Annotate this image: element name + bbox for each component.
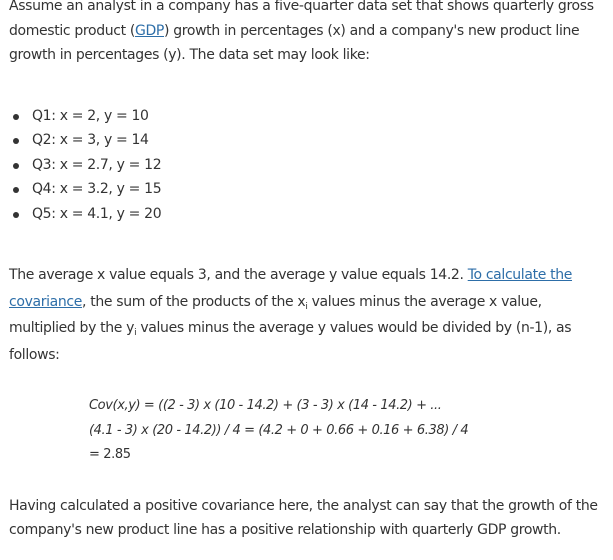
list-item-q5 <box>9 202 599 227</box>
averages-paragraph <box>9 262 599 368</box>
subscript-i: i <box>134 328 137 338</box>
intro-paragraph <box>9 0 599 68</box>
list-item-text: Q3: x = 2.7, y = 12 <box>32 156 162 173</box>
intro-text-2: ) growth in percentages (x) and a company's new product line growth in percentages (y). The data set may look like: <box>9 22 580 63</box>
formula-line-1: Cov(x,y) = ((2 - 3) x (10 - 14.2) + (3 - 3) x (14 - 14.2) + ... <box>89 398 442 413</box>
list-item-q1 <box>9 104 599 129</box>
list-item-q4 <box>9 177 599 202</box>
list-item-text: Q5: x = 4.1, y = 20 <box>32 205 162 222</box>
list-item-q3 <box>9 153 599 178</box>
averages-text-3: values minus the average x value, multiplied by the y <box>9 293 542 336</box>
quarter-data-list <box>9 104 599 227</box>
list-item-text: Q2: x = 3, y = 14 <box>32 132 149 148</box>
bullet-icon <box>13 163 19 169</box>
bullet-icon <box>13 187 19 193</box>
gdp-link[interactable]: GDP <box>134 22 165 39</box>
covariance-link[interactable]: To calculate the covariance <box>9 267 573 310</box>
list-item-text: Q4: x = 3.2, y = 15 <box>32 181 162 197</box>
bullet-icon <box>13 212 19 218</box>
formula-line-2: (4.1 - 3) x (20 - 14.2)) / 4 = (4.2 + 0 + 0.66 + 0.16 + 6.38) / 4 <box>89 422 469 438</box>
averages-text-1: The average x value equals 3, and the average y value equals 14.2. <box>9 267 468 283</box>
bullet-icon <box>13 138 19 144</box>
list-item-text: Q1: x = 2, y = 10 <box>32 107 149 124</box>
formula-result: = 2.85 <box>89 447 131 462</box>
covariance-formula <box>89 394 599 468</box>
intro-text-1: Assume an analyst in a company has a five-quarter data set that shows quarterly gross domestic product ( <box>9 0 594 39</box>
subscript-i: i <box>305 301 308 312</box>
averages-text-4: values minus the average y values would be divided by (n-1), as follows: <box>9 320 572 363</box>
bullet-icon <box>13 114 19 120</box>
list-item-q2 <box>9 128 599 153</box>
article-body <box>9 0 599 543</box>
closing-paragraph: Having calculated a positive covariance here, the analyst can say that the growth of the company's new product line has a positive relationship with quarterly GDP growth. <box>9 497 598 538</box>
averages-text-2: , the sum of the products of the x <box>82 293 306 310</box>
